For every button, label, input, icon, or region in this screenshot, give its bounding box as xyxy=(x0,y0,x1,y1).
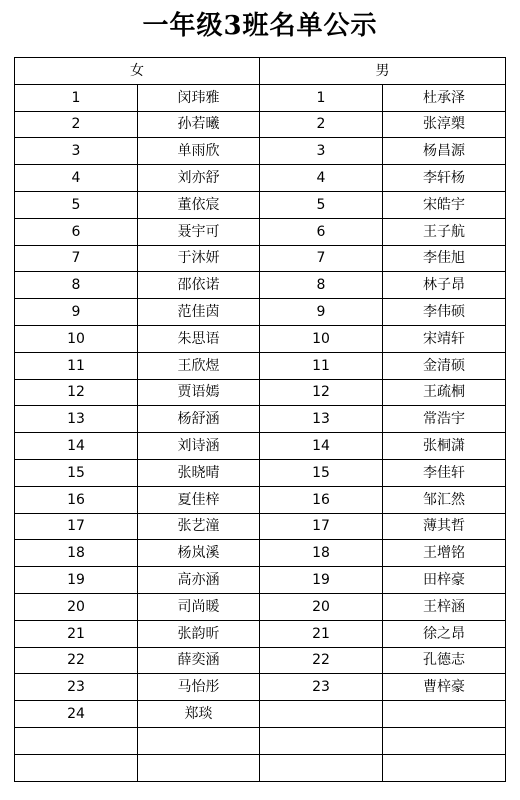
girl-name-cell: 单雨欣 xyxy=(138,138,260,165)
girl-number-cell: 11 xyxy=(15,352,138,379)
girl-name-cell: 张韵昕 xyxy=(138,620,260,647)
girl-number-cell: 13 xyxy=(15,406,138,433)
roster-table xyxy=(14,57,506,782)
table-row xyxy=(15,647,506,674)
boy-name-cell: 王增铭 xyxy=(383,540,506,567)
girl-name-cell xyxy=(138,754,260,781)
girl-number-cell: 20 xyxy=(15,593,138,620)
boy-name-cell: 宋靖轩 xyxy=(383,325,506,352)
girl-number-cell xyxy=(15,754,138,781)
table-row xyxy=(15,111,506,138)
boy-number-cell: 3 xyxy=(260,138,383,165)
boy-name-cell: 金清硕 xyxy=(383,352,506,379)
boy-number-cell: 18 xyxy=(260,540,383,567)
boy-number-cell: 13 xyxy=(260,406,383,433)
boy-name-cell: 杨昌源 xyxy=(383,138,506,165)
girl-number-cell: 24 xyxy=(15,701,138,728)
boy-number-cell: 21 xyxy=(260,620,383,647)
girl-name-cell: 董依宸 xyxy=(138,191,260,218)
boy-name-cell: 李佳轩 xyxy=(383,459,506,486)
girl-number-cell: 21 xyxy=(15,620,138,647)
girl-number-cell: 7 xyxy=(15,245,138,272)
boy-number-cell: 9 xyxy=(260,299,383,326)
boy-name-cell: 杜承泽 xyxy=(383,84,506,111)
girl-name-cell: 马怡彤 xyxy=(138,674,260,701)
girl-number-cell: 19 xyxy=(15,567,138,594)
table-row xyxy=(15,593,506,620)
boy-name-cell: 徐之昂 xyxy=(383,620,506,647)
table-row xyxy=(15,84,506,111)
girl-number-cell: 16 xyxy=(15,486,138,513)
girl-number-cell: 9 xyxy=(15,299,138,326)
girl-number-cell: 18 xyxy=(15,540,138,567)
girl-name-cell: 杨舒涵 xyxy=(138,406,260,433)
boy-number-cell: 6 xyxy=(260,218,383,245)
page-title: 一年级3班名单公示 xyxy=(142,11,378,41)
boy-number-cell: 23 xyxy=(260,674,383,701)
girl-name-cell: 于沐妍 xyxy=(138,245,260,272)
boy-name-cell: 宋皓宇 xyxy=(383,191,506,218)
girl-number-cell: 1 xyxy=(15,84,138,111)
boy-name-cell: 田梓豪 xyxy=(383,567,506,594)
boy-number-cell xyxy=(260,754,383,781)
table-row xyxy=(15,701,506,728)
girls-header: 女 xyxy=(15,58,260,85)
boy-number-cell: 14 xyxy=(260,433,383,460)
table-row xyxy=(15,352,506,379)
boy-name-cell: 张淳槊 xyxy=(383,111,506,138)
boy-number-cell: 15 xyxy=(260,459,383,486)
table-row xyxy=(15,191,506,218)
table-row xyxy=(15,459,506,486)
boy-name-cell: 曹梓豪 xyxy=(383,674,506,701)
table-row xyxy=(15,325,506,352)
girl-name-cell: 闵玮雅 xyxy=(138,84,260,111)
table-row xyxy=(15,406,506,433)
table-row xyxy=(15,754,506,781)
girl-name-cell: 夏佳梓 xyxy=(138,486,260,513)
boy-number-cell: 5 xyxy=(260,191,383,218)
table-row xyxy=(15,567,506,594)
girl-number-cell: 15 xyxy=(15,459,138,486)
boy-name-cell: 李佳旭 xyxy=(383,245,506,272)
boy-name-cell: 常浩宇 xyxy=(383,406,506,433)
table-row xyxy=(15,727,506,754)
boy-number-cell: 11 xyxy=(260,352,383,379)
table-row xyxy=(15,674,506,701)
boy-name-cell: 张桐潇 xyxy=(383,433,506,460)
boy-number-cell: 7 xyxy=(260,245,383,272)
boy-name-cell: 王疏桐 xyxy=(383,379,506,406)
girl-name-cell: 孙若曦 xyxy=(138,111,260,138)
boy-name-cell xyxy=(383,754,506,781)
boy-number-cell: 4 xyxy=(260,165,383,192)
girl-name-cell: 邵依诺 xyxy=(138,272,260,299)
boy-number-cell: 2 xyxy=(260,111,383,138)
table-row xyxy=(15,138,506,165)
boy-number-cell: 12 xyxy=(260,379,383,406)
girl-name-cell: 范佳茵 xyxy=(138,299,260,326)
table-row xyxy=(15,272,506,299)
boy-number-cell: 10 xyxy=(260,325,383,352)
girl-number-cell: 5 xyxy=(15,191,138,218)
girl-number-cell: 6 xyxy=(15,218,138,245)
girl-name-cell xyxy=(138,727,260,754)
boy-number-cell: 22 xyxy=(260,647,383,674)
girl-number-cell: 12 xyxy=(15,379,138,406)
table-row xyxy=(15,486,506,513)
table-row xyxy=(15,620,506,647)
boys-header: 男 xyxy=(260,58,506,85)
boy-number-cell: 8 xyxy=(260,272,383,299)
boy-number-cell: 16 xyxy=(260,486,383,513)
boy-name-cell: 薄其哲 xyxy=(383,513,506,540)
girl-name-cell: 贾语嫣 xyxy=(138,379,260,406)
girl-number-cell: 3 xyxy=(15,138,138,165)
boy-number-cell xyxy=(260,727,383,754)
boy-name-cell: 邹汇然 xyxy=(383,486,506,513)
boy-name-cell: 王子航 xyxy=(383,218,506,245)
boy-name-cell: 林子昂 xyxy=(383,272,506,299)
girl-name-cell: 司尚暖 xyxy=(138,593,260,620)
boy-name-cell xyxy=(383,701,506,728)
girl-name-cell: 朱思语 xyxy=(138,325,260,352)
boy-number-cell: 20 xyxy=(260,593,383,620)
girl-number-cell: 2 xyxy=(15,111,138,138)
boy-number-cell: 19 xyxy=(260,567,383,594)
girl-name-cell: 薛奕涵 xyxy=(138,647,260,674)
girl-number-cell: 10 xyxy=(15,325,138,352)
table-row xyxy=(15,218,506,245)
boy-name-cell: 李轩杨 xyxy=(383,165,506,192)
boy-number-cell: 17 xyxy=(260,513,383,540)
table-row xyxy=(15,433,506,460)
boy-name-cell: 孔德志 xyxy=(383,647,506,674)
girl-name-cell: 张艺潼 xyxy=(138,513,260,540)
girl-number-cell: 17 xyxy=(15,513,138,540)
table-row xyxy=(15,379,506,406)
table-row xyxy=(15,540,506,567)
girl-name-cell: 聂宇可 xyxy=(138,218,260,245)
roster-body xyxy=(15,58,506,782)
boy-name-cell: 王梓涵 xyxy=(383,593,506,620)
table-row xyxy=(15,165,506,192)
girl-number-cell: 14 xyxy=(15,433,138,460)
girl-number-cell: 8 xyxy=(15,272,138,299)
table-row xyxy=(15,299,506,326)
table-row xyxy=(15,245,506,272)
table-row xyxy=(15,513,506,540)
girl-name-cell: 郑琰 xyxy=(138,701,260,728)
boy-name-cell xyxy=(383,727,506,754)
girl-name-cell: 高亦涵 xyxy=(138,567,260,594)
boy-name-cell: 李伟硕 xyxy=(383,299,506,326)
girl-name-cell: 刘诗涵 xyxy=(138,433,260,460)
girl-name-cell: 张晓晴 xyxy=(138,459,260,486)
girl-number-cell: 4 xyxy=(15,165,138,192)
girl-name-cell: 杨岚溪 xyxy=(138,540,260,567)
girl-name-cell: 刘亦舒 xyxy=(138,165,260,192)
girl-number-cell: 23 xyxy=(15,674,138,701)
header-row xyxy=(15,58,506,85)
girl-name-cell: 王欣煜 xyxy=(138,352,260,379)
girl-number-cell xyxy=(15,727,138,754)
boy-number-cell: 1 xyxy=(260,84,383,111)
girl-number-cell: 22 xyxy=(15,647,138,674)
boy-number-cell xyxy=(260,701,383,728)
